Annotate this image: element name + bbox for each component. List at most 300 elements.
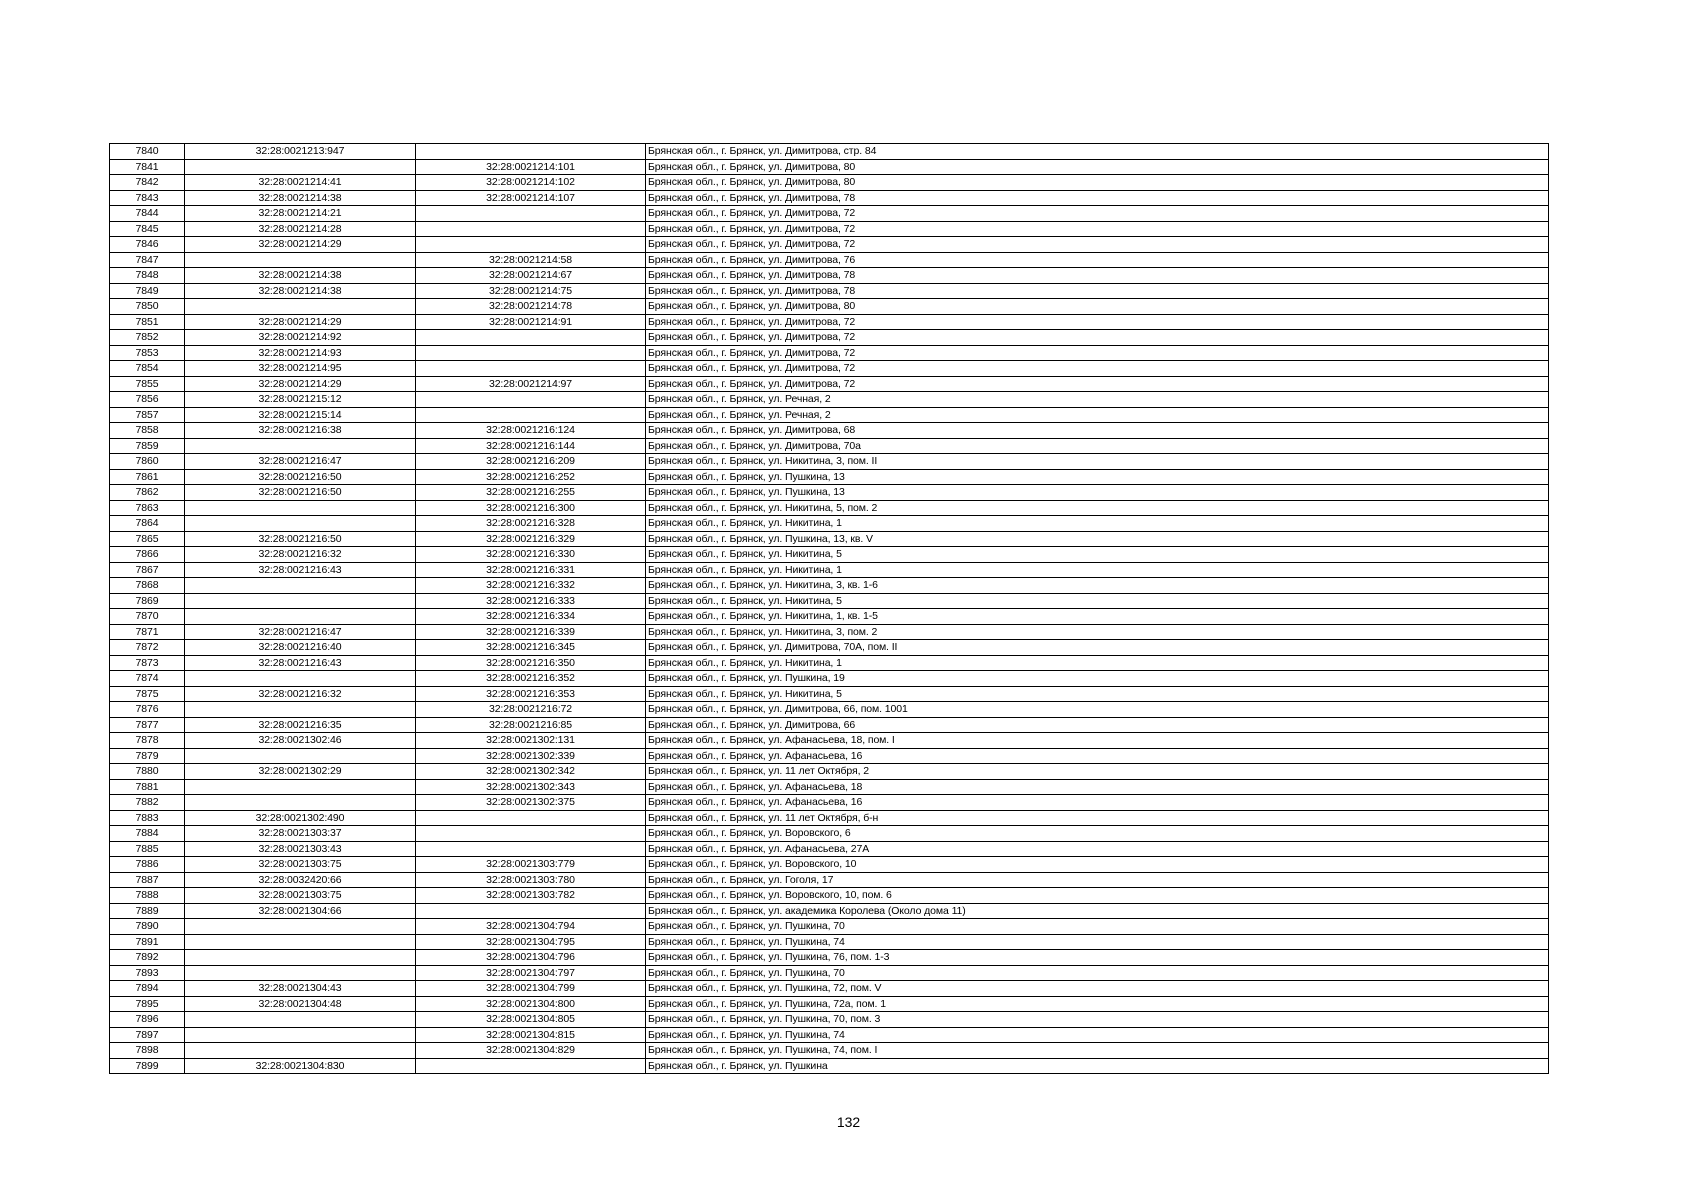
building-number-cell (416, 407, 646, 423)
parcel-number-cell: 32:28:0021216:32 (185, 686, 416, 702)
table-row (110, 144, 1549, 160)
building-number-cell: 32:28:0021304:794 (416, 919, 646, 935)
building-number-cell (416, 1058, 646, 1074)
building-number-cell: 32:28:0021216:333 (416, 593, 646, 609)
address-cell: Брянская обл., г. Брянск, ул. Димитрова, 80 (646, 299, 1549, 315)
parcel-number-cell: 32:28:0021214:29 (185, 237, 416, 253)
building-number-cell: 32:28:0021216:352 (416, 671, 646, 687)
parcel-number-cell (185, 671, 416, 687)
address-cell: Брянская обл., г. Брянск, ул. Никитина, 1 (646, 562, 1549, 578)
parcel-number-cell: 32:28:0021214:38 (185, 283, 416, 299)
parcel-number-cell: 32:28:0021216:43 (185, 562, 416, 578)
parcel-number-cell: 32:28:0021304:48 (185, 996, 416, 1012)
parcel-number-cell (185, 1027, 416, 1043)
row-number-cell: 7859 (110, 438, 185, 454)
parcel-number-cell (185, 748, 416, 764)
table-row (110, 361, 1549, 377)
table-row (110, 934, 1549, 950)
parcel-number-cell: 32:28:0021216:50 (185, 485, 416, 501)
row-number-cell: 7884 (110, 826, 185, 842)
row-number-cell: 7894 (110, 981, 185, 997)
table-row (110, 1027, 1549, 1043)
address-cell: Брянская обл., г. Брянск, ул. Никитина, 3, кв. 1-6 (646, 578, 1549, 594)
address-cell: Брянская обл., г. Брянск, ул. Пушкина, 13 (646, 485, 1549, 501)
parcel-number-cell (185, 500, 416, 516)
table-row (110, 190, 1549, 206)
row-number-cell: 7864 (110, 516, 185, 532)
parcel-number-cell: 32:28:0021216:47 (185, 454, 416, 470)
parcel-number-cell: 32:28:0021302:29 (185, 764, 416, 780)
row-number-cell: 7897 (110, 1027, 185, 1043)
address-cell: Брянская обл., г. Брянск, ул. Димитрова, 72 (646, 237, 1549, 253)
parcel-number-cell (185, 252, 416, 268)
table-row (110, 717, 1549, 733)
table-row (110, 872, 1549, 888)
row-number-cell: 7899 (110, 1058, 185, 1074)
address-cell: Брянская обл., г. Брянск, ул. Воровского, 10 (646, 857, 1549, 873)
address-cell: Брянская обл., г. Брянск, ул. Никитина, 5 (646, 593, 1549, 609)
address-cell: Брянская обл., г. Брянск, ул. 11 лет Октября, б-н (646, 810, 1549, 826)
parcel-number-cell: 32:28:0021303:37 (185, 826, 416, 842)
address-cell: Брянская обл., г. Брянск, ул. Пушкина, 19 (646, 671, 1549, 687)
row-number-cell: 7844 (110, 206, 185, 222)
table-row (110, 438, 1549, 454)
table-row (110, 888, 1549, 904)
row-number-cell: 7865 (110, 531, 185, 547)
building-number-cell (416, 392, 646, 408)
building-number-cell: 32:28:0021216:331 (416, 562, 646, 578)
table-row (110, 330, 1549, 346)
parcel-number-cell: 32:28:0021216:38 (185, 423, 416, 439)
building-number-cell (416, 345, 646, 361)
row-number-cell: 7842 (110, 175, 185, 191)
building-number-cell: 32:28:0021216:329 (416, 531, 646, 547)
address-cell: Брянская обл., г. Брянск, ул. Афанасьева, 18 (646, 779, 1549, 795)
row-number-cell: 7866 (110, 547, 185, 563)
building-number-cell: 32:28:0021214:91 (416, 314, 646, 330)
address-cell: Брянская обл., г. Брянск, ул. Димитрова, 72 (646, 206, 1549, 222)
address-cell: Брянская обл., г. Брянск, ул. академика Королева (Около дома 11) (646, 903, 1549, 919)
table-row (110, 981, 1549, 997)
building-number-cell (416, 221, 646, 237)
parcel-number-cell (185, 950, 416, 966)
parcel-number-cell: 32:28:0021214:95 (185, 361, 416, 377)
table-row (110, 609, 1549, 625)
parcel-number-cell: 32:28:0021214:38 (185, 268, 416, 284)
address-cell: Брянская обл., г. Брянск, ул. Пушкина, 13 (646, 469, 1549, 485)
row-number-cell: 7873 (110, 655, 185, 671)
building-number-cell: 32:28:0021214:58 (416, 252, 646, 268)
parcel-number-cell (185, 795, 416, 811)
table-row (110, 516, 1549, 532)
row-number-cell: 7874 (110, 671, 185, 687)
building-number-cell: 32:28:0021302:339 (416, 748, 646, 764)
parcel-number-cell: 32:28:0021216:40 (185, 640, 416, 656)
building-number-cell: 32:28:0021214:78 (416, 299, 646, 315)
table-row (110, 733, 1549, 749)
building-number-cell: 32:28:0021216:334 (416, 609, 646, 625)
table-row (110, 547, 1549, 563)
row-number-cell: 7877 (110, 717, 185, 733)
table-row (110, 1043, 1549, 1059)
building-number-cell: 32:28:0021303:782 (416, 888, 646, 904)
building-number-cell: 32:28:0021304:795 (416, 934, 646, 950)
parcel-number-cell: 32:28:0021214:38 (185, 190, 416, 206)
table-row (110, 175, 1549, 191)
address-cell: Брянская обл., г. Брянск, ул. Никитина, 3, пом. 2 (646, 624, 1549, 640)
building-number-cell: 32:28:0021214:75 (416, 283, 646, 299)
row-number-cell: 7892 (110, 950, 185, 966)
table-row (110, 702, 1549, 718)
address-cell: Брянская обл., г. Брянск, ул. Никитина, 1 (646, 655, 1549, 671)
table-row (110, 500, 1549, 516)
building-number-cell: 32:28:0021216:350 (416, 655, 646, 671)
parcel-number-cell: 32:28:0021214:41 (185, 175, 416, 191)
building-number-cell: 32:28:0021303:780 (416, 872, 646, 888)
parcel-number-cell: 32:28:0021214:28 (185, 221, 416, 237)
table-row (110, 578, 1549, 594)
table-row (110, 485, 1549, 501)
row-number-cell: 7858 (110, 423, 185, 439)
building-number-cell: 32:28:0021304:797 (416, 965, 646, 981)
building-number-cell: 32:28:0021214:107 (416, 190, 646, 206)
building-number-cell (416, 237, 646, 253)
table-row (110, 686, 1549, 702)
row-number-cell: 7882 (110, 795, 185, 811)
parcel-number-cell (185, 593, 416, 609)
address-cell: Брянская обл., г. Брянск, ул. Димитрова, 70А, пом. II (646, 640, 1549, 656)
address-cell: Брянская обл., г. Брянск, ул. Пушкина, 74 (646, 1027, 1549, 1043)
table-row (110, 795, 1549, 811)
building-number-cell: 32:28:0021216:72 (416, 702, 646, 718)
table-row (110, 841, 1549, 857)
table-row (110, 826, 1549, 842)
building-number-cell: 32:28:0021216:124 (416, 423, 646, 439)
building-number-cell (416, 144, 646, 160)
address-cell: Брянская обл., г. Брянск, ул. Афанасьева, 27А (646, 841, 1549, 857)
parcel-number-cell (185, 965, 416, 981)
table-row (110, 345, 1549, 361)
table-row (110, 531, 1549, 547)
address-cell: Брянская обл., г. Брянск, ул. Димитрова, 72 (646, 376, 1549, 392)
building-number-cell: 32:28:0021216:255 (416, 485, 646, 501)
parcel-number-cell: 32:28:0021216:32 (185, 547, 416, 563)
table-row (110, 857, 1549, 873)
building-number-cell: 32:28:0021216:353 (416, 686, 646, 702)
address-cell: Брянская обл., г. Брянск, ул. Пушкина, 70, пом. 3 (646, 1012, 1549, 1028)
row-number-cell: 7861 (110, 469, 185, 485)
address-cell: Брянская обл., г. Брянск, ул. Гоголя, 17 (646, 872, 1549, 888)
row-number-cell: 7856 (110, 392, 185, 408)
building-number-cell: 32:28:0021302:342 (416, 764, 646, 780)
row-number-cell: 7885 (110, 841, 185, 857)
address-cell: Брянская обл., г. Брянск, ул. Никитина, 1, кв. 1-5 (646, 609, 1549, 625)
table-row (110, 748, 1549, 764)
table-row (110, 950, 1549, 966)
building-number-cell (416, 841, 646, 857)
row-number-cell: 7878 (110, 733, 185, 749)
building-number-cell: 32:28:0021304:805 (416, 1012, 646, 1028)
table-row (110, 454, 1549, 470)
table-row (110, 1058, 1549, 1074)
building-number-cell (416, 330, 646, 346)
parcel-number-cell: 32:28:0021216:50 (185, 469, 416, 485)
address-cell: Брянская обл., г. Брянск, ул. Никитина, 5 (646, 686, 1549, 702)
address-cell: Брянская обл., г. Брянск, ул. Димитрова, 70а (646, 438, 1549, 454)
table-row (110, 965, 1549, 981)
address-cell: Брянская обл., г. Брянск, ул. Димитрова, 78 (646, 190, 1549, 206)
parcel-number-cell: 32:28:0021303:43 (185, 841, 416, 857)
parcel-number-cell (185, 609, 416, 625)
address-cell: Брянская обл., г. Брянск, ул. Пушкина, 74, пом. I (646, 1043, 1549, 1059)
row-number-cell: 7860 (110, 454, 185, 470)
building-number-cell: 32:28:0021216:144 (416, 438, 646, 454)
table-row (110, 237, 1549, 253)
row-number-cell: 7847 (110, 252, 185, 268)
parcel-number-cell (185, 578, 416, 594)
parcel-number-cell: 32:28:0021216:50 (185, 531, 416, 547)
row-number-cell: 7849 (110, 283, 185, 299)
building-number-cell: 32:28:0021216:328 (416, 516, 646, 532)
parcel-number-cell: 32:28:0021304:830 (185, 1058, 416, 1074)
table-row (110, 903, 1549, 919)
table-row (110, 268, 1549, 284)
registry-table-body (110, 144, 1549, 1074)
address-cell: Брянская обл., г. Брянск, ул. Афанасьева, 16 (646, 795, 1549, 811)
table-row (110, 671, 1549, 687)
parcel-number-cell: 32:28:0021303:75 (185, 857, 416, 873)
table-row (110, 206, 1549, 222)
building-number-cell: 32:28:0021302:375 (416, 795, 646, 811)
parcel-number-cell (185, 516, 416, 532)
row-number-cell: 7876 (110, 702, 185, 718)
table-row (110, 810, 1549, 826)
building-number-cell (416, 826, 646, 842)
row-number-cell: 7898 (110, 1043, 185, 1059)
address-cell: Брянская обл., г. Брянск, ул. Речная, 2 (646, 407, 1549, 423)
table-row (110, 299, 1549, 315)
table-row (110, 392, 1549, 408)
table-row (110, 624, 1549, 640)
address-cell: Брянская обл., г. Брянск, ул. Пушкина, 13, кв. V (646, 531, 1549, 547)
address-cell: Брянская обл., г. Брянск, ул. Пушкина, 72, пом. V (646, 981, 1549, 997)
row-number-cell: 7869 (110, 593, 185, 609)
row-number-cell: 7846 (110, 237, 185, 253)
address-cell: Брянская обл., г. Брянск, ул. Димитрова, 66, пом. 1001 (646, 702, 1549, 718)
address-cell: Брянская обл., г. Брянск, ул. Димитрова, 80 (646, 175, 1549, 191)
table-row (110, 779, 1549, 795)
parcel-number-cell: 32:28:0021303:75 (185, 888, 416, 904)
address-cell: Брянская обл., г. Брянск, ул. Воровского, 10, пом. 6 (646, 888, 1549, 904)
address-cell: Брянская обл., г. Брянск, ул. Пушкина, 70 (646, 965, 1549, 981)
parcel-number-cell: 32:28:0021215:12 (185, 392, 416, 408)
row-number-cell: 7891 (110, 934, 185, 950)
parcel-number-cell (185, 934, 416, 950)
parcel-number-cell: 32:28:0021214:29 (185, 314, 416, 330)
building-number-cell (416, 903, 646, 919)
parcel-number-cell (185, 1012, 416, 1028)
row-number-cell: 7850 (110, 299, 185, 315)
address-cell: Брянская обл., г. Брянск, ул. Димитрова, 80 (646, 159, 1549, 175)
row-number-cell: 7852 (110, 330, 185, 346)
row-number-cell: 7871 (110, 624, 185, 640)
table-row (110, 764, 1549, 780)
building-number-cell: 32:28:0021216:345 (416, 640, 646, 656)
row-number-cell: 7863 (110, 500, 185, 516)
address-cell: Брянская обл., г. Брянск, ул. Пушкина, 72а, пом. 1 (646, 996, 1549, 1012)
address-cell: Брянская обл., г. Брянск, ул. Димитрова, стр. 84 (646, 144, 1549, 160)
row-number-cell: 7888 (110, 888, 185, 904)
row-number-cell: 7886 (110, 857, 185, 873)
address-cell: Брянская обл., г. Брянск, ул. Димитрова, 72 (646, 345, 1549, 361)
parcel-number-cell: 32:28:0021216:47 (185, 624, 416, 640)
address-cell: Брянская обл., г. Брянск, ул. Димитрова, 78 (646, 283, 1549, 299)
row-number-cell: 7845 (110, 221, 185, 237)
table-row (110, 996, 1549, 1012)
parcel-number-cell: 32:28:0021216:35 (185, 717, 416, 733)
table-row (110, 376, 1549, 392)
parcel-number-cell: 32:28:0021214:21 (185, 206, 416, 222)
parcel-number-cell (185, 919, 416, 935)
building-number-cell: 32:28:0021303:779 (416, 857, 646, 873)
building-number-cell: 32:28:0021216:85 (416, 717, 646, 733)
parcel-number-cell: 32:28:0021302:46 (185, 733, 416, 749)
parcel-number-cell: 32:28:0021216:43 (185, 655, 416, 671)
address-cell: Брянская обл., г. Брянск, ул. Никитина, 5, пом. 2 (646, 500, 1549, 516)
row-number-cell: 7862 (110, 485, 185, 501)
table-row (110, 919, 1549, 935)
building-number-cell: 32:28:0021304:799 (416, 981, 646, 997)
address-cell: Брянская обл., г. Брянск, ул. Пушкина, 70 (646, 919, 1549, 935)
address-cell: Брянская обл., г. Брянск, ул. Димитрова, 78 (646, 268, 1549, 284)
address-cell: Брянская обл., г. Брянск, ул. Димитрова, 72 (646, 330, 1549, 346)
table-row (110, 423, 1549, 439)
row-number-cell: 7880 (110, 764, 185, 780)
building-number-cell: 32:28:0021214:67 (416, 268, 646, 284)
row-number-cell: 7875 (110, 686, 185, 702)
parcel-number-cell: 32:28:0021215:14 (185, 407, 416, 423)
row-number-cell: 7855 (110, 376, 185, 392)
parcel-number-cell: 32:28:0021214:29 (185, 376, 416, 392)
page-number: 132 (836, 1114, 861, 1130)
row-number-cell: 7881 (110, 779, 185, 795)
row-number-cell: 7857 (110, 407, 185, 423)
building-number-cell: 32:28:0021214:102 (416, 175, 646, 191)
row-number-cell: 7870 (110, 609, 185, 625)
parcel-number-cell (185, 1043, 416, 1059)
building-number-cell: 32:28:0021304:800 (416, 996, 646, 1012)
building-number-cell: 32:28:0021214:97 (416, 376, 646, 392)
building-number-cell: 32:28:0021216:209 (416, 454, 646, 470)
row-number-cell: 7853 (110, 345, 185, 361)
parcel-number-cell (185, 438, 416, 454)
row-number-cell: 7890 (110, 919, 185, 935)
address-cell: Брянская обл., г. Брянск, ул. Никитина, 1 (646, 516, 1549, 532)
row-number-cell: 7851 (110, 314, 185, 330)
row-number-cell: 7867 (110, 562, 185, 578)
row-number-cell: 7889 (110, 903, 185, 919)
building-number-cell: 32:28:0021216:332 (416, 578, 646, 594)
row-number-cell: 7893 (110, 965, 185, 981)
table-row (110, 640, 1549, 656)
parcel-number-cell (185, 159, 416, 175)
parcel-number-cell: 32:28:0021214:93 (185, 345, 416, 361)
address-cell: Брянская обл., г. Брянск, ул. Димитрова, 72 (646, 314, 1549, 330)
row-number-cell: 7854 (110, 361, 185, 377)
row-number-cell: 7843 (110, 190, 185, 206)
address-cell: Брянская обл., г. Брянск, ул. Димитрова, 72 (646, 221, 1549, 237)
row-number-cell: 7879 (110, 748, 185, 764)
row-number-cell: 7868 (110, 578, 185, 594)
parcel-number-cell: 32:28:0021302:490 (185, 810, 416, 826)
address-cell: Брянская обл., г. Брянск, ул. Пушкина, 74 (646, 934, 1549, 950)
row-number-cell: 7896 (110, 1012, 185, 1028)
parcel-number-cell: 32:28:0032420:66 (185, 872, 416, 888)
table-row (110, 593, 1549, 609)
row-number-cell: 7872 (110, 640, 185, 656)
address-cell: Брянская обл., г. Брянск, ул. Афанасьева, 16 (646, 748, 1549, 764)
address-cell: Брянская обл., г. Брянск, ул. Димитрова, 72 (646, 361, 1549, 377)
building-number-cell: 32:28:0021216:300 (416, 500, 646, 516)
table-row (110, 314, 1549, 330)
building-number-cell (416, 206, 646, 222)
address-cell: Брянская обл., г. Брянск, ул. Димитрова, 66 (646, 717, 1549, 733)
building-number-cell: 32:28:0021304:815 (416, 1027, 646, 1043)
address-cell: Брянская обл., г. Брянск, ул. Пушкина, 76, пом. 1-3 (646, 950, 1549, 966)
table-row (110, 1012, 1549, 1028)
address-cell: Брянская обл., г. Брянск, ул. Пушкина (646, 1058, 1549, 1074)
address-cell: Брянская обл., г. Брянск, ул. 11 лет Октября, 2 (646, 764, 1549, 780)
address-cell: Брянская обл., г. Брянск, ул. Никитина, 5 (646, 547, 1549, 563)
table-row (110, 221, 1549, 237)
address-cell: Брянская обл., г. Брянск, ул. Афанасьева, 18, пом. I (646, 733, 1549, 749)
table-row (110, 252, 1549, 268)
parcel-number-cell (185, 702, 416, 718)
address-cell: Брянская обл., г. Брянск, ул. Никитина, 3, пом. II (646, 454, 1549, 470)
table-row (110, 562, 1549, 578)
row-number-cell: 7887 (110, 872, 185, 888)
parcel-number-cell: 32:28:0021304:66 (185, 903, 416, 919)
row-number-cell: 7848 (110, 268, 185, 284)
building-number-cell: 32:28:0021302:343 (416, 779, 646, 795)
address-cell: Брянская обл., г. Брянск, ул. Димитрова, 68 (646, 423, 1549, 439)
table-row (110, 159, 1549, 175)
table-row (110, 283, 1549, 299)
address-cell: Брянская обл., г. Брянск, ул. Воровского, 6 (646, 826, 1549, 842)
row-number-cell: 7895 (110, 996, 185, 1012)
building-number-cell: 32:28:0021304:796 (416, 950, 646, 966)
table-row (110, 655, 1549, 671)
building-number-cell: 32:28:0021302:131 (416, 733, 646, 749)
row-number-cell: 7841 (110, 159, 185, 175)
building-number-cell: 32:28:0021214:101 (416, 159, 646, 175)
address-cell: Брянская обл., г. Брянск, ул. Димитрова, 76 (646, 252, 1549, 268)
parcel-number-cell (185, 779, 416, 795)
building-number-cell (416, 361, 646, 377)
registry-table (109, 143, 1549, 1074)
building-number-cell: 32:28:0021216:339 (416, 624, 646, 640)
address-cell: Брянская обл., г. Брянск, ул. Речная, 2 (646, 392, 1549, 408)
parcel-number-cell: 32:28:0021214:92 (185, 330, 416, 346)
table-row (110, 407, 1549, 423)
parcel-number-cell: 32:28:0021213:947 (185, 144, 416, 160)
row-number-cell: 7883 (110, 810, 185, 826)
building-number-cell: 32:28:0021216:330 (416, 547, 646, 563)
parcel-number-cell: 32:28:0021304:43 (185, 981, 416, 997)
building-number-cell (416, 810, 646, 826)
table-row (110, 469, 1549, 485)
building-number-cell: 32:28:0021304:829 (416, 1043, 646, 1059)
